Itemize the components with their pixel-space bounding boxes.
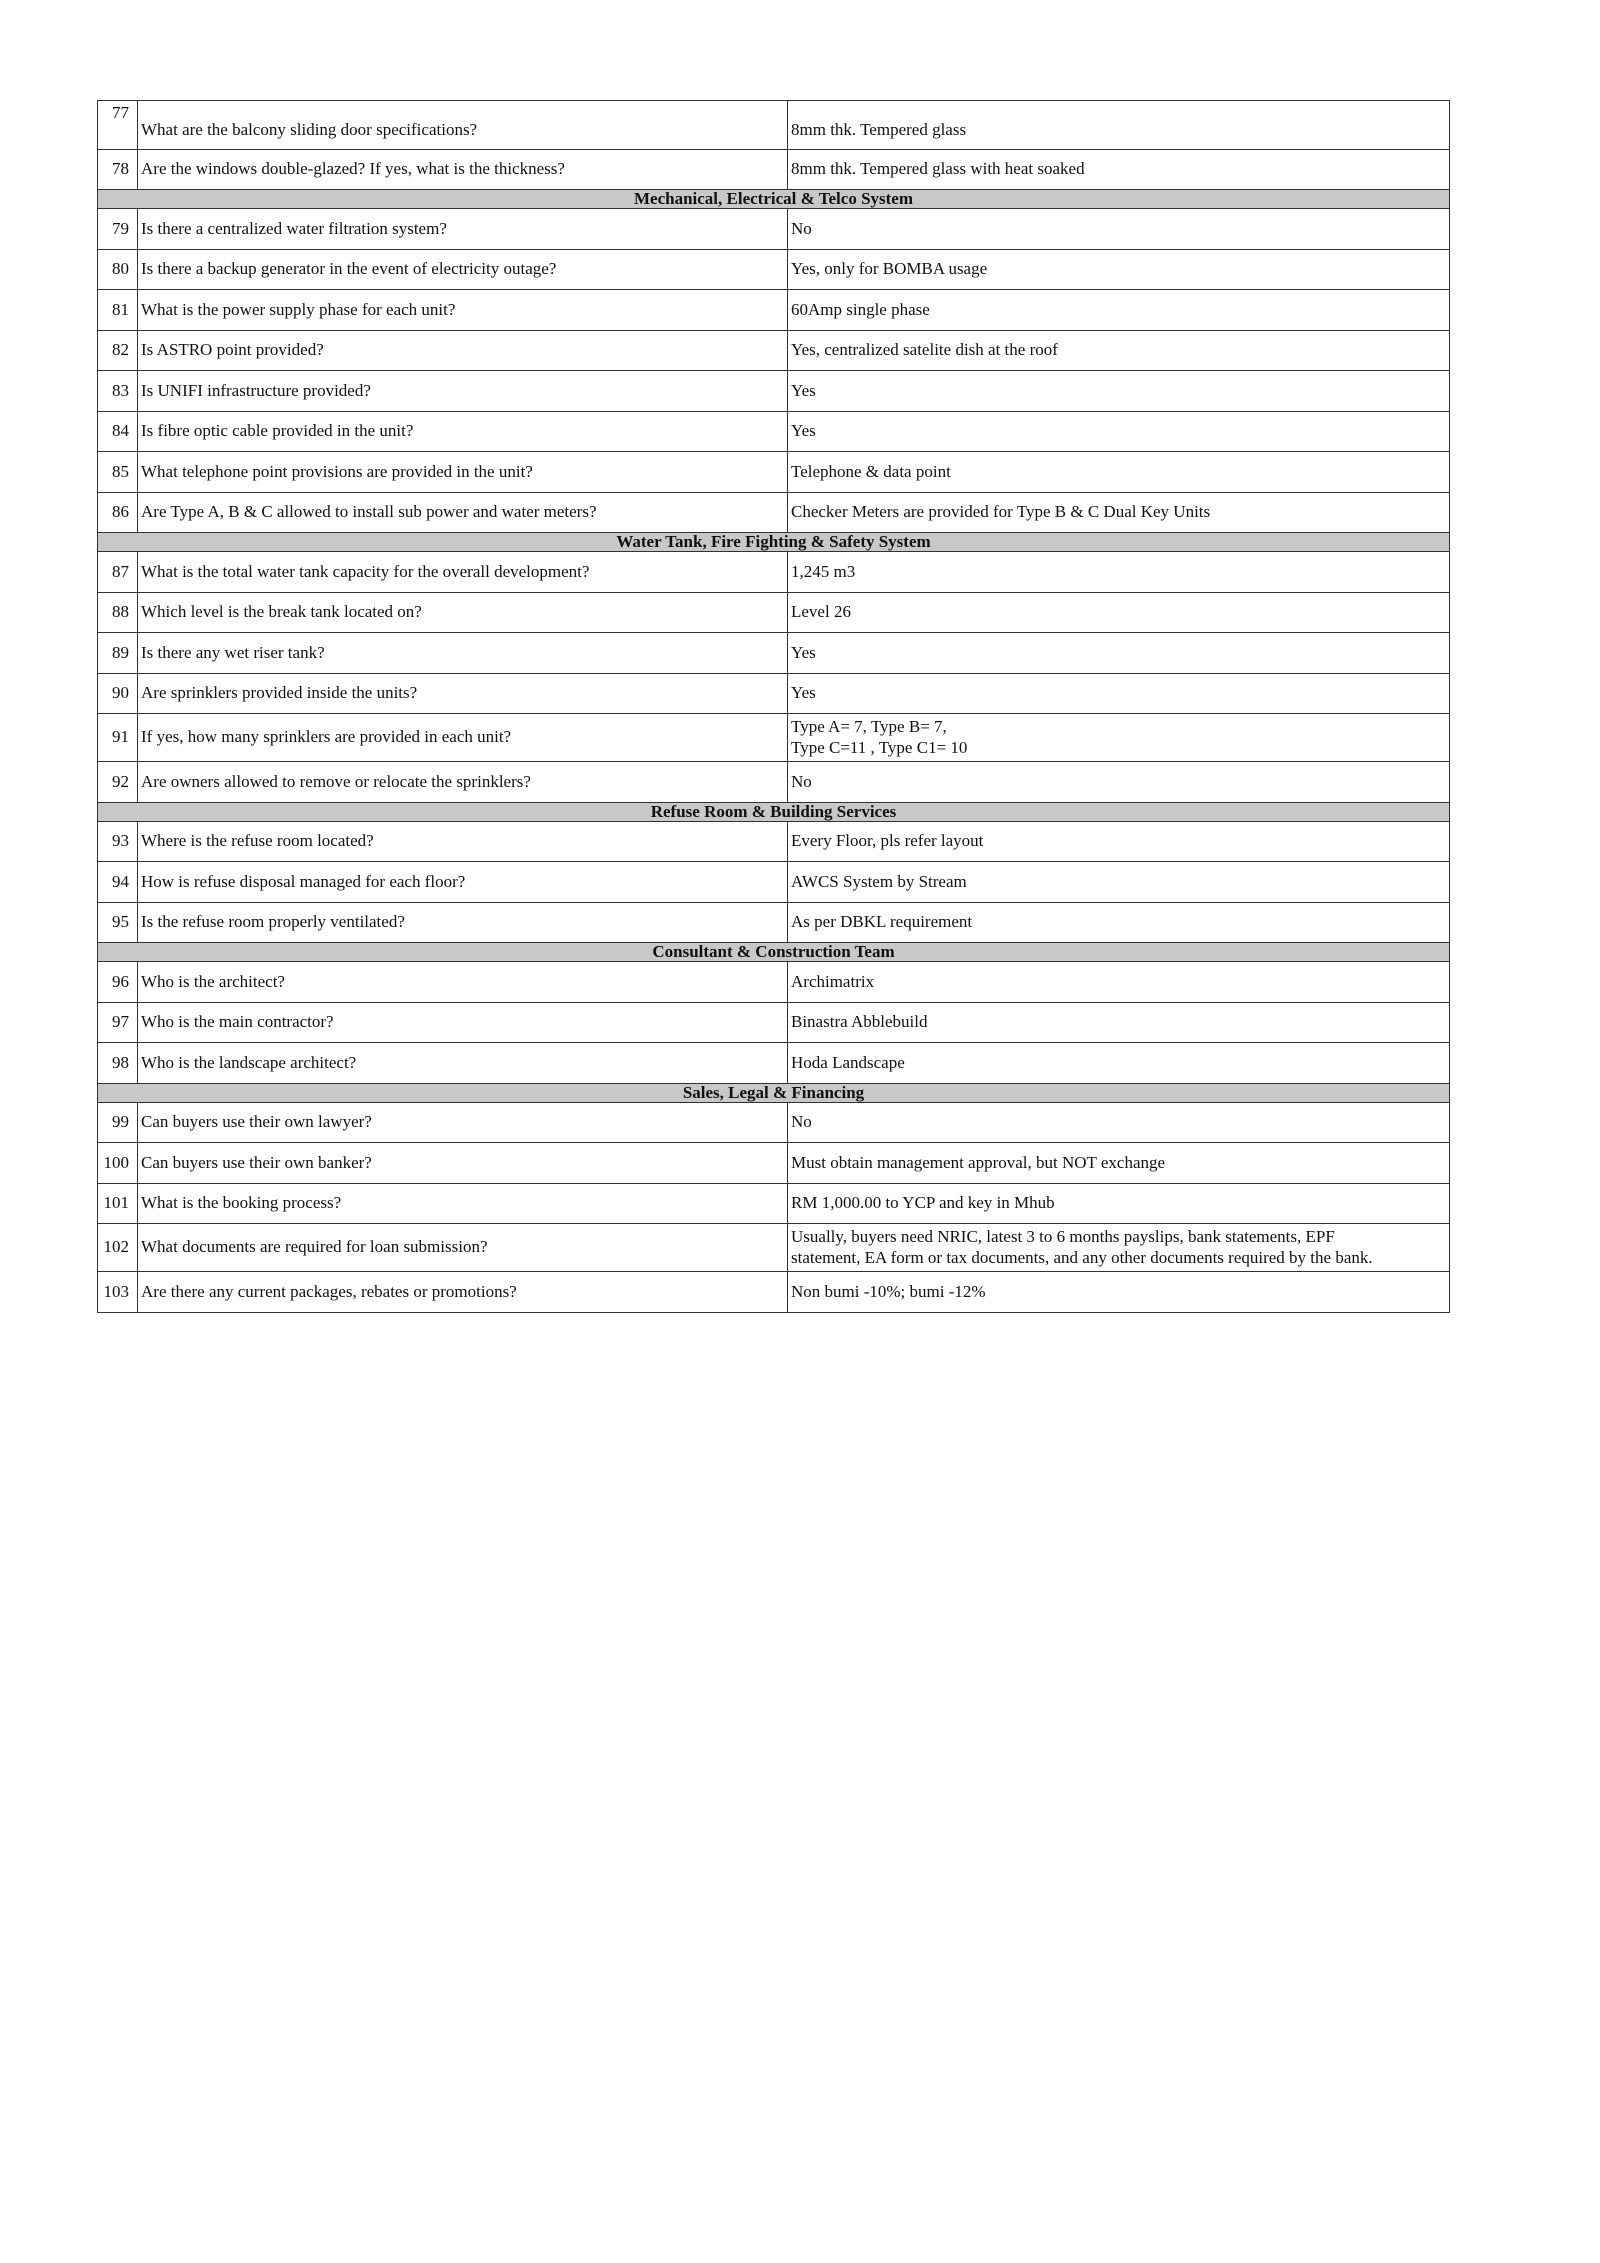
table-row — [98, 149, 1450, 190]
row-number: 86 — [98, 492, 138, 533]
row-number: 98 — [98, 1043, 138, 1084]
table-row — [98, 492, 1450, 533]
row-number: 103 — [98, 1272, 138, 1313]
section-title: Mechanical, Electrical & Telco System — [98, 190, 1450, 209]
answer-line: Yes, only for BOMBA usage — [791, 259, 988, 279]
question-cell: Who is the main contractor? — [138, 1002, 788, 1043]
answer-cell — [788, 1143, 1450, 1184]
question-cell: What is the power supply phase for each unit? — [138, 290, 788, 331]
question-cell: Can buyers use their own lawyer? — [138, 1102, 788, 1143]
question-cell: Who is the architect? — [138, 962, 788, 1003]
answer-cell — [788, 149, 1450, 190]
question-cell: Are sprinklers provided inside the units? — [138, 673, 788, 714]
row-number: 92 — [98, 762, 138, 803]
answer-line: Non bumi -10%; bumi -12% — [791, 1281, 986, 1301]
answer-line: Hoda Landscape — [791, 1052, 905, 1072]
answer-cell — [788, 862, 1450, 903]
question-cell: Is there a backup generator in the event of electricity outage? — [138, 249, 788, 290]
row-number: 85 — [98, 452, 138, 493]
row-number: 99 — [98, 1102, 138, 1143]
answer-line: Type C=11 , Type C1= 10 — [791, 737, 968, 757]
table-row — [98, 330, 1450, 371]
section-title: Consultant & Construction Team — [98, 943, 1450, 962]
answer-line: RM 1,000.00 to YCP and key in Mhub — [791, 1193, 1055, 1213]
answer-line: Yes — [791, 421, 816, 441]
table-row — [98, 371, 1450, 412]
answer-cell — [788, 1043, 1450, 1084]
section-header-row — [98, 1083, 1450, 1102]
question-cell: Which level is the break tank located on? — [138, 592, 788, 633]
table-row — [98, 1043, 1450, 1084]
answer-cell — [788, 371, 1450, 412]
question-cell: Is the refuse room properly ventilated? — [138, 902, 788, 943]
row-number: 94 — [98, 862, 138, 903]
question-cell: What is the booking process? — [138, 1183, 788, 1224]
row-number: 101 — [98, 1183, 138, 1224]
row-number: 88 — [98, 592, 138, 633]
answer-cell — [788, 452, 1450, 493]
answer-cell — [788, 592, 1450, 633]
row-number: 95 — [98, 902, 138, 943]
answer-line: statement, EA form or tax documents, and any other documents required by the bank. — [791, 1247, 1373, 1267]
question-cell: How is refuse disposal managed for each floor? — [138, 862, 788, 903]
answer-cell — [788, 633, 1450, 674]
question-cell: What is the total water tank capacity for the overall development? — [138, 552, 788, 593]
answer-cell — [788, 962, 1450, 1003]
answer-cell — [788, 762, 1450, 803]
question-cell: What documents are required for loan submission? — [138, 1224, 788, 1272]
row-number: 100 — [98, 1143, 138, 1184]
answer-cell — [788, 209, 1450, 250]
answer-line: Binastra Abblebuild — [791, 1012, 928, 1032]
answer-line: Checker Meters are provided for Type B & C Dual Key Units — [791, 502, 1211, 522]
row-number: 82 — [98, 330, 138, 371]
answer-cell — [788, 1002, 1450, 1043]
table-row — [98, 902, 1450, 943]
question-cell: Is fibre optic cable provided in the unit? — [138, 411, 788, 452]
table-row — [98, 821, 1450, 862]
answer-cell — [788, 1272, 1450, 1313]
row-number: 81 — [98, 290, 138, 331]
table-row — [98, 552, 1450, 593]
question-cell: Is there any wet riser tank? — [138, 633, 788, 674]
question-cell: What are the balcony sliding door specifications? — [138, 101, 788, 150]
table-row — [98, 592, 1450, 633]
answer-line: No — [791, 771, 812, 791]
question-cell: Are there any current packages, rebates or promotions? — [138, 1272, 788, 1313]
answer-cell — [788, 330, 1450, 371]
question-cell: Are the windows double-glazed? If yes, what is the thickness? — [138, 149, 788, 190]
faq-table — [97, 100, 1450, 1313]
section-header-row — [98, 190, 1450, 209]
table-row — [98, 862, 1450, 903]
section-header-row — [98, 533, 1450, 552]
table-row — [98, 411, 1450, 452]
answer-line: No — [791, 1112, 812, 1132]
answer-cell — [788, 101, 1450, 150]
row-number: 80 — [98, 249, 138, 290]
answer-line: No — [791, 218, 812, 238]
question-cell: Is UNIFI infrastructure provided? — [138, 371, 788, 412]
answer-line: 8mm thk. Tempered glass with heat soaked — [791, 159, 1085, 179]
section-title: Water Tank, Fire Fighting & Safety System — [98, 533, 1450, 552]
answer-cell — [788, 552, 1450, 593]
table-row — [98, 714, 1450, 762]
table-row — [98, 1002, 1450, 1043]
table-row — [98, 249, 1450, 290]
answer-cell — [788, 492, 1450, 533]
question-cell: Who is the landscape architect? — [138, 1043, 788, 1084]
question-cell: Is ASTRO point provided? — [138, 330, 788, 371]
table-row — [98, 762, 1450, 803]
answer-line: Usually, buyers need NRIC, latest 3 to 6 months payslips, bank statements, EPF — [791, 1227, 1335, 1247]
table-row — [98, 1272, 1450, 1313]
answer-line: 1,245 m3 — [791, 561, 856, 581]
answer-cell — [788, 673, 1450, 714]
answer-line: Yes — [791, 380, 816, 400]
answer-cell — [788, 714, 1450, 762]
row-number: 77 — [98, 101, 138, 150]
row-number: 90 — [98, 673, 138, 714]
answer-line: Type A= 7, Type B= 7, — [791, 717, 947, 737]
table-row — [98, 633, 1450, 674]
question-cell: Where is the refuse room located? — [138, 821, 788, 862]
answer-line: As per DBKL requirement — [791, 912, 973, 932]
answer-cell — [788, 411, 1450, 452]
question-cell: Are Type A, B & C allowed to install sub power and water meters? — [138, 492, 788, 533]
section-title: Refuse Room & Building Services — [98, 802, 1450, 821]
answer-cell — [788, 290, 1450, 331]
answer-line: Telephone & data point — [791, 461, 951, 481]
row-number: 93 — [98, 821, 138, 862]
row-number: 102 — [98, 1224, 138, 1272]
question-cell: Can buyers use their own banker? — [138, 1143, 788, 1184]
table-row — [98, 1102, 1450, 1143]
answer-line: Yes — [791, 642, 816, 662]
answer-cell — [788, 1102, 1450, 1143]
table-row — [98, 452, 1450, 493]
answer-line: 60Amp single phase — [791, 299, 930, 319]
row-number: 83 — [98, 371, 138, 412]
answer-cell — [788, 1224, 1450, 1272]
table-row — [98, 1183, 1450, 1224]
answer-line: Must obtain management approval, but NOT exchange — [791, 1152, 1166, 1172]
table-row — [98, 1143, 1450, 1184]
row-number: 78 — [98, 149, 138, 190]
table-row — [98, 962, 1450, 1003]
question-cell: Is there a centralized water filtration system? — [138, 209, 788, 250]
answer-line: 8mm thk. Tempered glass — [791, 120, 967, 140]
table-row — [98, 101, 1450, 150]
section-header-row — [98, 802, 1450, 821]
answer-cell — [788, 249, 1450, 290]
answer-line: Archimatrix — [791, 971, 875, 991]
row-number: 91 — [98, 714, 138, 762]
answer-cell — [788, 821, 1450, 862]
row-number: 84 — [98, 411, 138, 452]
faq-table-body — [98, 101, 1450, 1313]
section-title: Sales, Legal & Financing — [98, 1083, 1450, 1102]
table-row — [98, 209, 1450, 250]
answer-cell — [788, 902, 1450, 943]
table-row — [98, 673, 1450, 714]
row-number: 79 — [98, 209, 138, 250]
row-number: 87 — [98, 552, 138, 593]
row-number: 96 — [98, 962, 138, 1003]
answer-line: Yes, centralized satelite dish at the roof — [791, 340, 1058, 360]
section-header-row — [98, 943, 1450, 962]
question-cell: What telephone point provisions are provided in the unit? — [138, 452, 788, 493]
answer-line: Level 26 — [791, 602, 851, 622]
question-cell: Are owners allowed to remove or relocate the sprinklers? — [138, 762, 788, 803]
faq-document — [97, 100, 1449, 1313]
row-number: 89 — [98, 633, 138, 674]
answer-line: Yes — [791, 683, 816, 703]
question-cell: If yes, how many sprinklers are provided in each unit? — [138, 714, 788, 762]
row-number: 97 — [98, 1002, 138, 1043]
answer-line: Every Floor, pls refer layout — [791, 831, 984, 851]
table-row — [98, 290, 1450, 331]
table-row — [98, 1224, 1450, 1272]
answer-line: AWCS System by Stream — [791, 871, 967, 891]
answer-cell — [788, 1183, 1450, 1224]
